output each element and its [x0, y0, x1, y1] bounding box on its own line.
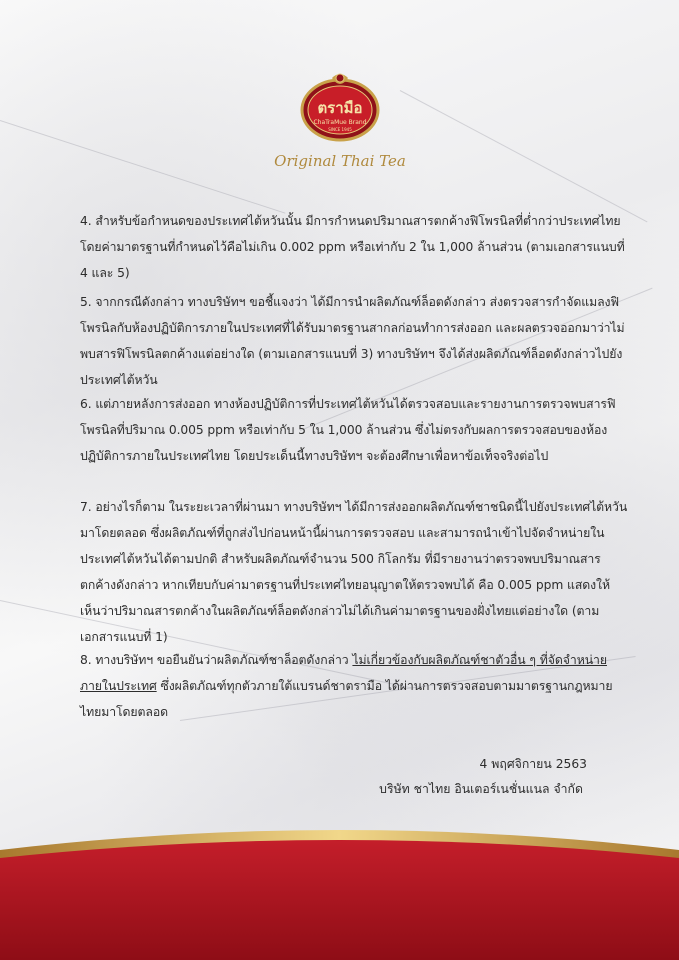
paragraph-4: 4. สำหรับข้อกำหนดของประเทศไต้หวันนั้น มีการกำหนดปริมาณสารตกค้างฟิโพรนิลที่ต่ำกว่าประเทศไทย โดยค่ามาตรฐานที่กำหนดไว้คือไม่เกิน 0.002 ppm หรือเท่ากับ 2 ใน 1,000 ล้านส่วน (ตามเอกสารแนบที่ 4 และ 5)	[80, 214, 625, 280]
company-name: บริษัท ชาไทย อินเตอร์เนชั่นแนล จำกัด	[379, 782, 583, 796]
paragraph-8-underlined: ไม่เกี่ยวข้องกับผลิตภัณฑ์ชาตัวอื่น ๆ ที่จัดจำหน่ายภายในประเทศ	[80, 653, 607, 693]
logo-english-text: ChaTraMue Brand	[313, 119, 367, 126]
paragraph-7: 7. อย่างไรก็ตาม ในระยะเวลาที่ผ่านมา ทางบริษัทฯ ได้มีการส่งออกผลิตภัณฑ์ชาชนิดนี้ไปยังประเทศไต้หวันมาโดยตลอด ซึ่งผลิตภัณฑ์ที่ถูกส่งไปก่อนหน้านี้ผ่านการตรวจสอบ และสามารถนำเข้าไปจัดจำหน่ายในประเทศไต้หวันได้ตามปกติ สำหรับผลิตภัณฑ์จำนวน 500 กิโลกรัม ที่มีรายงานว่าตรวจพบปริมาณสารตกค้างดังกล่าว หากเทียบกับค่ามาตรฐานที่ประเทศไทยอนุญาตให้ตรวจพบได้ คือ 0.005 ppm แสดงให้เห็นว่าปริมาณสารตกค้างในผลิตภัณฑ์ล็อตดังกล่าวไม่ได้เกินค่ามาตรฐานของฝั่งไทยแต่อย่างใด (ตามเอกสารแนบที่ 1)	[80, 500, 628, 644]
brand-logo	[270, 62, 410, 182]
marble-vein	[0, 120, 285, 214]
logo-tagline: Original Thai Tea	[274, 152, 406, 170]
logo-since-text: SINCE 1945	[328, 127, 352, 132]
paragraph-6: 6. แต่ภายหลังการส่งออก ทางห้องปฏิบัติการที่ประเทศไต้หวันได้ตรวจสอบและรายงานการตรวจพบสารฟิโพรนิลที่ปริมาณ 0.005 ppm หรือเท่ากับ 5 ใน 1,000 ล้านส่วน ซึ่งไม่ตรงกับผลการตรวจสอบของห้องปฏิบัติการภายในประเทศไทย โดยประเด็นนี้ทางบริษัทฯ จะต้องศึกษาเพื่อหาข้อเท็จจริงต่อไป	[80, 397, 616, 463]
paragraph-8	[80, 647, 628, 725]
letter-date: 4 พฤศจิกายน 2563	[479, 757, 587, 771]
paragraph-8-text-end: ซึ่งผลิตภัณฑ์ทุกตัวภายใต้แบรนด์ชาตรามือ ได้ผ่านการตรวจสอบตามมาตรฐานกฎหมายไทยมาโดยตลอด	[80, 679, 613, 719]
paragraph-8-text: 8. ทางบริษัทฯ ขอยืนยันว่าผลิตภัณฑ์ชาล็อตดังกล่าว	[80, 653, 353, 667]
logo-thai-text: ตรามือ	[317, 99, 363, 117]
marble-vein	[400, 90, 648, 222]
paragraph-5: 5. จากกรณีดังกล่าว ทางบริษัทฯ ขอชี้แจงว่า ได้มีการนำผลิตภัณฑ์ล็อตดังกล่าว ส่งตรวจสารกำจัดแมลงฟิโพรนิลกับห้องปฏิบัติการภายในประเทศที่ได้รับมาตรฐานสากลก่อนทำการส่งออก และผลตรวจออกมาว่าไม่พบสารฟิโพรนิลตกค้างแต่อย่างใด (ตามเอกสารแนบที่ 3) ทางบริษัทฯ จึงได้ส่งผลิตภัณฑ์ล็อตดังกล่าวไปยังประเทศไต้หวัน	[80, 295, 625, 387]
footer-band	[0, 820, 679, 960]
